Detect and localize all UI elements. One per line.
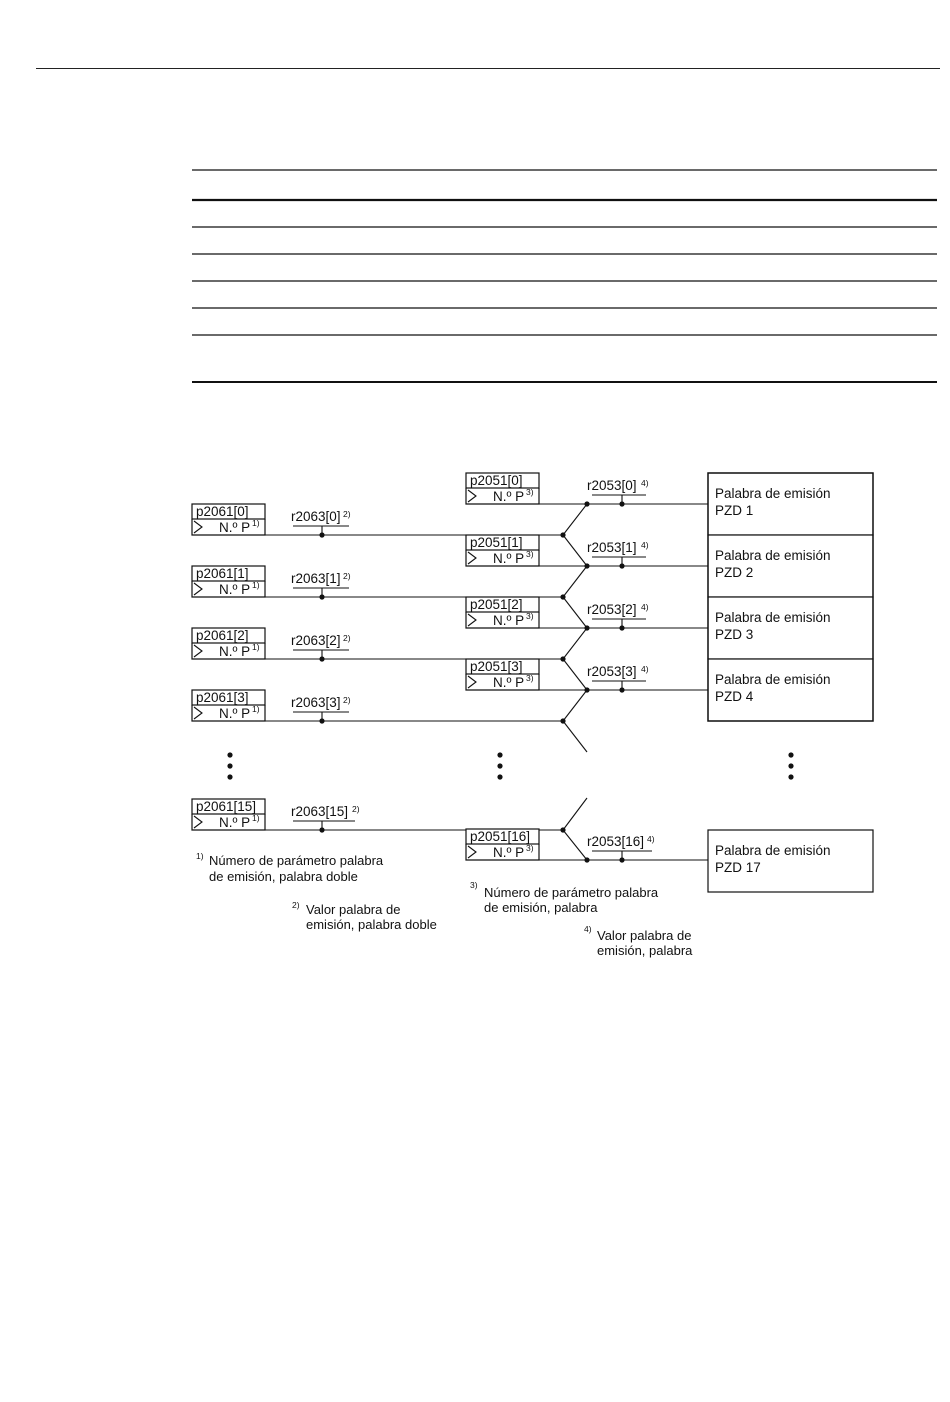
svg-text:3): 3) <box>470 880 478 890</box>
left-value-label: r2063[15] <box>291 804 349 819</box>
mid-chevron <box>468 676 476 688</box>
left-chevron <box>194 816 202 828</box>
pzd-box-3 <box>708 659 873 721</box>
left-junction-dot <box>560 718 565 723</box>
left-tap-dot <box>319 718 324 723</box>
left-value-label: r2063[2] <box>291 633 341 648</box>
left-np-sup: 1) <box>252 813 260 823</box>
left-np-text: N.º P <box>219 706 251 721</box>
mid-junction-dot <box>584 687 589 692</box>
left-label-sup: 2) <box>343 571 351 581</box>
empty-table <box>192 170 937 382</box>
left-label-sup: 2) <box>343 633 351 643</box>
left-junction-dot <box>560 827 565 832</box>
left-np-sup: 1) <box>252 580 260 590</box>
pzd-box-line2: PZD 1 <box>715 503 754 518</box>
left-chevron <box>194 521 202 533</box>
mid-block-2 <box>466 597 649 631</box>
mid-np-text: N.º P <box>493 845 525 860</box>
left-np-text: N.º P <box>219 582 251 597</box>
mid-np-text: N.º P <box>493 613 525 628</box>
mid-chevron <box>468 490 476 502</box>
pzd-box-0 <box>708 473 873 535</box>
mid-param-text: p2051[3] <box>470 659 523 674</box>
pzd-box-line1: Palabra de emisión <box>715 672 831 687</box>
left-block-0 <box>192 504 566 538</box>
selector-wire <box>563 535 587 566</box>
mid-param-text: p2051[16] <box>470 829 531 844</box>
svg-text:Valor palabra de: Valor palabra de <box>597 928 692 943</box>
mid-value-label: r2053[2] <box>587 602 637 617</box>
left-value-label: r2063[0] <box>291 509 341 524</box>
selector-wire <box>563 659 587 690</box>
mid-param-text: p2051[1] <box>470 535 523 550</box>
mid-junction-dot <box>584 501 589 506</box>
mid-block-4 <box>466 829 655 863</box>
selector-wire <box>563 504 587 535</box>
mid-np-sup: 3) <box>526 673 534 683</box>
ellipsis-right <box>788 752 793 779</box>
mid-tap-dot <box>619 501 624 506</box>
mid-junction-dot <box>584 563 589 568</box>
selector-wire <box>563 628 587 659</box>
pzd-box-line2: PZD 2 <box>715 565 754 580</box>
mid-block-0 <box>466 473 649 507</box>
parameter-blocks <box>192 473 655 863</box>
footnote-3 <box>470 880 659 915</box>
svg-text:emisión, palabra: emisión, palabra <box>597 943 693 958</box>
footnote-2 <box>292 900 437 932</box>
left-np-text: N.º P <box>219 520 251 535</box>
left-param-text: p2061[3] <box>196 690 249 705</box>
pzd-boxes <box>708 473 873 892</box>
left-tap-dot <box>319 656 324 661</box>
mid-label-sup: 4) <box>641 478 649 488</box>
left-np-sup: 1) <box>252 518 260 528</box>
selector-wire <box>563 721 587 752</box>
left-block-4 <box>192 799 566 833</box>
selector-wire <box>563 597 587 628</box>
mid-param-text: p2051[2] <box>470 597 523 612</box>
mid-tap-dot <box>619 563 624 568</box>
footnote-1 <box>196 851 384 884</box>
left-junction-dot <box>560 656 565 661</box>
mid-block-3 <box>466 659 649 693</box>
svg-text:de emisión, palabra doble: de emisión, palabra doble <box>209 869 358 884</box>
pzd-box-line2: PZD 3 <box>715 627 754 642</box>
selector-wire <box>563 830 587 860</box>
pzd-box-line1: Palabra de emisión <box>715 548 831 563</box>
left-param-text: p2061[2] <box>196 628 249 643</box>
left-label-sup: 2) <box>343 695 351 705</box>
left-block-2 <box>192 628 566 662</box>
mid-label-sup: 4) <box>641 664 649 674</box>
mid-label-sup: 4) <box>647 834 655 844</box>
left-chevron <box>194 645 202 657</box>
pzd-box-4 <box>708 830 873 892</box>
mid-np-sup: 3) <box>526 843 534 853</box>
left-block-1 <box>192 566 566 600</box>
pzd-box-2 <box>708 597 873 659</box>
mid-value-label: r2053[16] <box>587 834 645 849</box>
svg-text:Número de parámetro palabra: Número de parámetro palabra <box>484 885 659 900</box>
mid-value-label: r2053[1] <box>587 540 637 555</box>
left-label-sup: 2) <box>343 509 351 519</box>
left-chevron <box>194 707 202 719</box>
mid-np-sup: 3) <box>526 611 534 621</box>
pzd-box-line2: PZD 4 <box>715 689 754 704</box>
pzd-box-1 <box>708 535 873 597</box>
left-param-text: p2061[15] <box>196 799 257 814</box>
selector-wire <box>563 690 587 721</box>
left-np-sup: 1) <box>252 704 260 714</box>
mid-tap-dot <box>619 857 624 862</box>
mid-label-sup: 4) <box>641 602 649 612</box>
pzd-box-line1: Palabra de emisión <box>715 486 831 501</box>
mid-param-text: p2051[0] <box>470 473 523 488</box>
mid-junction-dot <box>584 857 589 862</box>
pzd-box-line1: Palabra de emisión <box>715 610 831 625</box>
selector-wire <box>563 798 587 830</box>
pzd-box-line1: Palabra de emisión <box>715 843 831 858</box>
left-value-label: r2063[1] <box>291 571 341 586</box>
left-label-sup: 2) <box>352 804 360 814</box>
svg-text:1): 1) <box>196 851 204 861</box>
mid-np-text: N.º P <box>493 675 525 690</box>
left-junction-dot <box>560 532 565 537</box>
svg-text:emisión, palabra doble: emisión, palabra doble <box>306 917 437 932</box>
left-np-text: N.º P <box>219 644 251 659</box>
svg-text:de emisión, palabra: de emisión, palabra <box>484 900 598 915</box>
svg-text:4): 4) <box>584 924 592 934</box>
mid-chevron <box>468 846 476 858</box>
mid-np-text: N.º P <box>493 489 525 504</box>
left-tap-dot <box>319 594 324 599</box>
left-tap-dot <box>319 827 324 832</box>
pzd-box-line2: PZD 17 <box>715 860 761 875</box>
svg-text:Valor palabra de: Valor palabra de <box>306 902 401 917</box>
ellipsis-middle <box>497 752 502 779</box>
left-param-text: p2061[1] <box>196 566 249 581</box>
mid-junction-dot <box>584 625 589 630</box>
mid-chevron <box>468 614 476 626</box>
left-tap-dot <box>319 532 324 537</box>
selector-wire <box>563 566 587 597</box>
left-np-sup: 1) <box>252 642 260 652</box>
mid-chevron <box>468 552 476 564</box>
mid-np-sup: 3) <box>526 549 534 559</box>
left-value-label: r2063[3] <box>291 695 341 710</box>
ellipsis-left <box>227 752 232 779</box>
left-np-text: N.º P <box>219 815 251 830</box>
left-junction-dot <box>560 594 565 599</box>
mid-np-text: N.º P <box>493 551 525 566</box>
mid-label-sup: 4) <box>641 540 649 550</box>
svg-text:Número de parámetro palabra: Número de parámetro palabra <box>209 853 384 868</box>
left-chevron <box>194 583 202 595</box>
left-block-3 <box>192 690 566 724</box>
svg-text:2): 2) <box>292 900 300 910</box>
left-param-text: p2061[0] <box>196 504 249 519</box>
footnote-4 <box>584 924 693 958</box>
mid-tap-dot <box>619 687 624 692</box>
mid-value-label: r2053[0] <box>587 478 637 493</box>
mid-value-label: r2053[3] <box>587 664 637 679</box>
mid-np-sup: 3) <box>526 487 534 497</box>
mid-tap-dot <box>619 625 624 630</box>
mid-block-1 <box>466 535 649 569</box>
